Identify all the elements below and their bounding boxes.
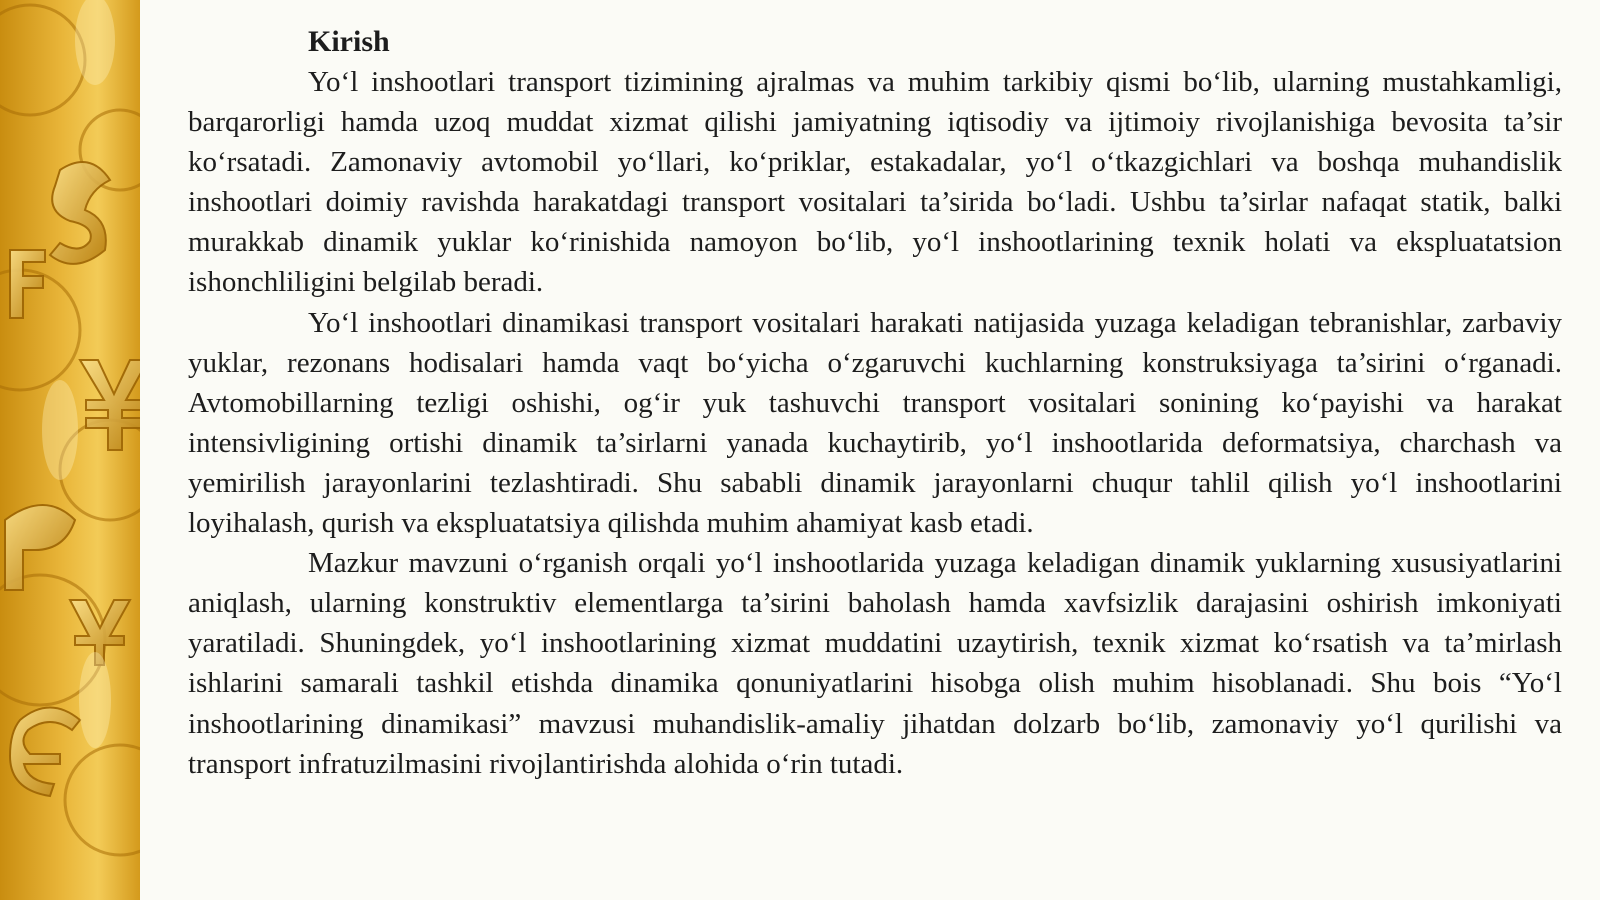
currency-symbols-pattern-icon <box>0 0 140 900</box>
slide-content <box>188 22 1562 784</box>
slide-title: Kirish <box>308 25 390 58</box>
decorative-currency-panel <box>0 0 140 900</box>
paragraph-2: Yo‘l inshootlari dinamikasi transport vositalari harakati natijasida yuzaga keladigan tebranishlar, zarbaviy yuklar, rezonans hodisalari hamda vaqt bo‘yicha o‘zgaruvchi kuchlarning konstruksiyaga ta’sirini o‘rganadi. Avtomobillarning tezligi oshishi, og‘ir yuk tashuvchi transport vositalari sonining ko‘payishi va harakat intensivligining ortishi dinamik ta’sirlarni yanada kuchaytirib, yo‘l inshootlarida deformatsiya, charchash va yemirilish jarayonlarini tezlashtiradi. Shu sababli dinamik jarayonlarni chuqur tahlil qilish yo‘l inshootlarini loyihalash, qurish va ekspluatatsiya qilishda muhim ahamiyat kasb etadi. <box>188 306 1562 540</box>
paragraph-1: Yo‘l inshootlari transport tizimining ajralmas va muhim tarkibiy qismi bo‘lib, ularning mustahkamligi, barqarorligi hamda uzoq muddat xizmat qilishi jamiyatning iqtisodiy va ijtimoiy rivojlanishiga bevosita ta’sir ko‘rsatadi. Zamonaviy avtomobil yo‘llari, ko‘priklar, estakadalar, yo‘l o‘tkazgichlari va boshqa muhandislik inshootlari doimiy ravishda harakatdagi transport vositalari ta’sirida bo‘ladi. Ushbu ta’sirlar nafaqat statik, balki murakkab dinamik yuklar ko‘rinishida namoyon bo‘lib, yo‘l inshootlarining texnik holati va ekspluatatsion ishonchliligini belgilab beradi. <box>188 66 1562 299</box>
paragraph-3: Mazkur mavzuni o‘rganish orqali yo‘l inshootlarida yuzaga keladigan dinamik yuklarning xususiyatlarini aniqlash, ularning konstruktiv elementlarga ta’sirini baholash hamda xavfsizlik darajasini oshirish imkoniyati yaratiladi. Shuningdek, yo‘l inshootlarining xizmat muddatini uzaytirish, texnik xizmat ko‘rsatish va ta’mirlash ishlarini samarali tashkil etishda dinamika qonuniyatlarini hisobga olish muhim hisoblanadi. Shu bois “Yo‘l inshootlarining dinamikasi” mavzusi muhandislik-amaliy jihatdan dolzarb bo‘lib, zamonaviy yo‘l qurilishi va transport infratuzilmasini rivojlantirishda alohida o‘rin tutadi. <box>188 547 1562 780</box>
